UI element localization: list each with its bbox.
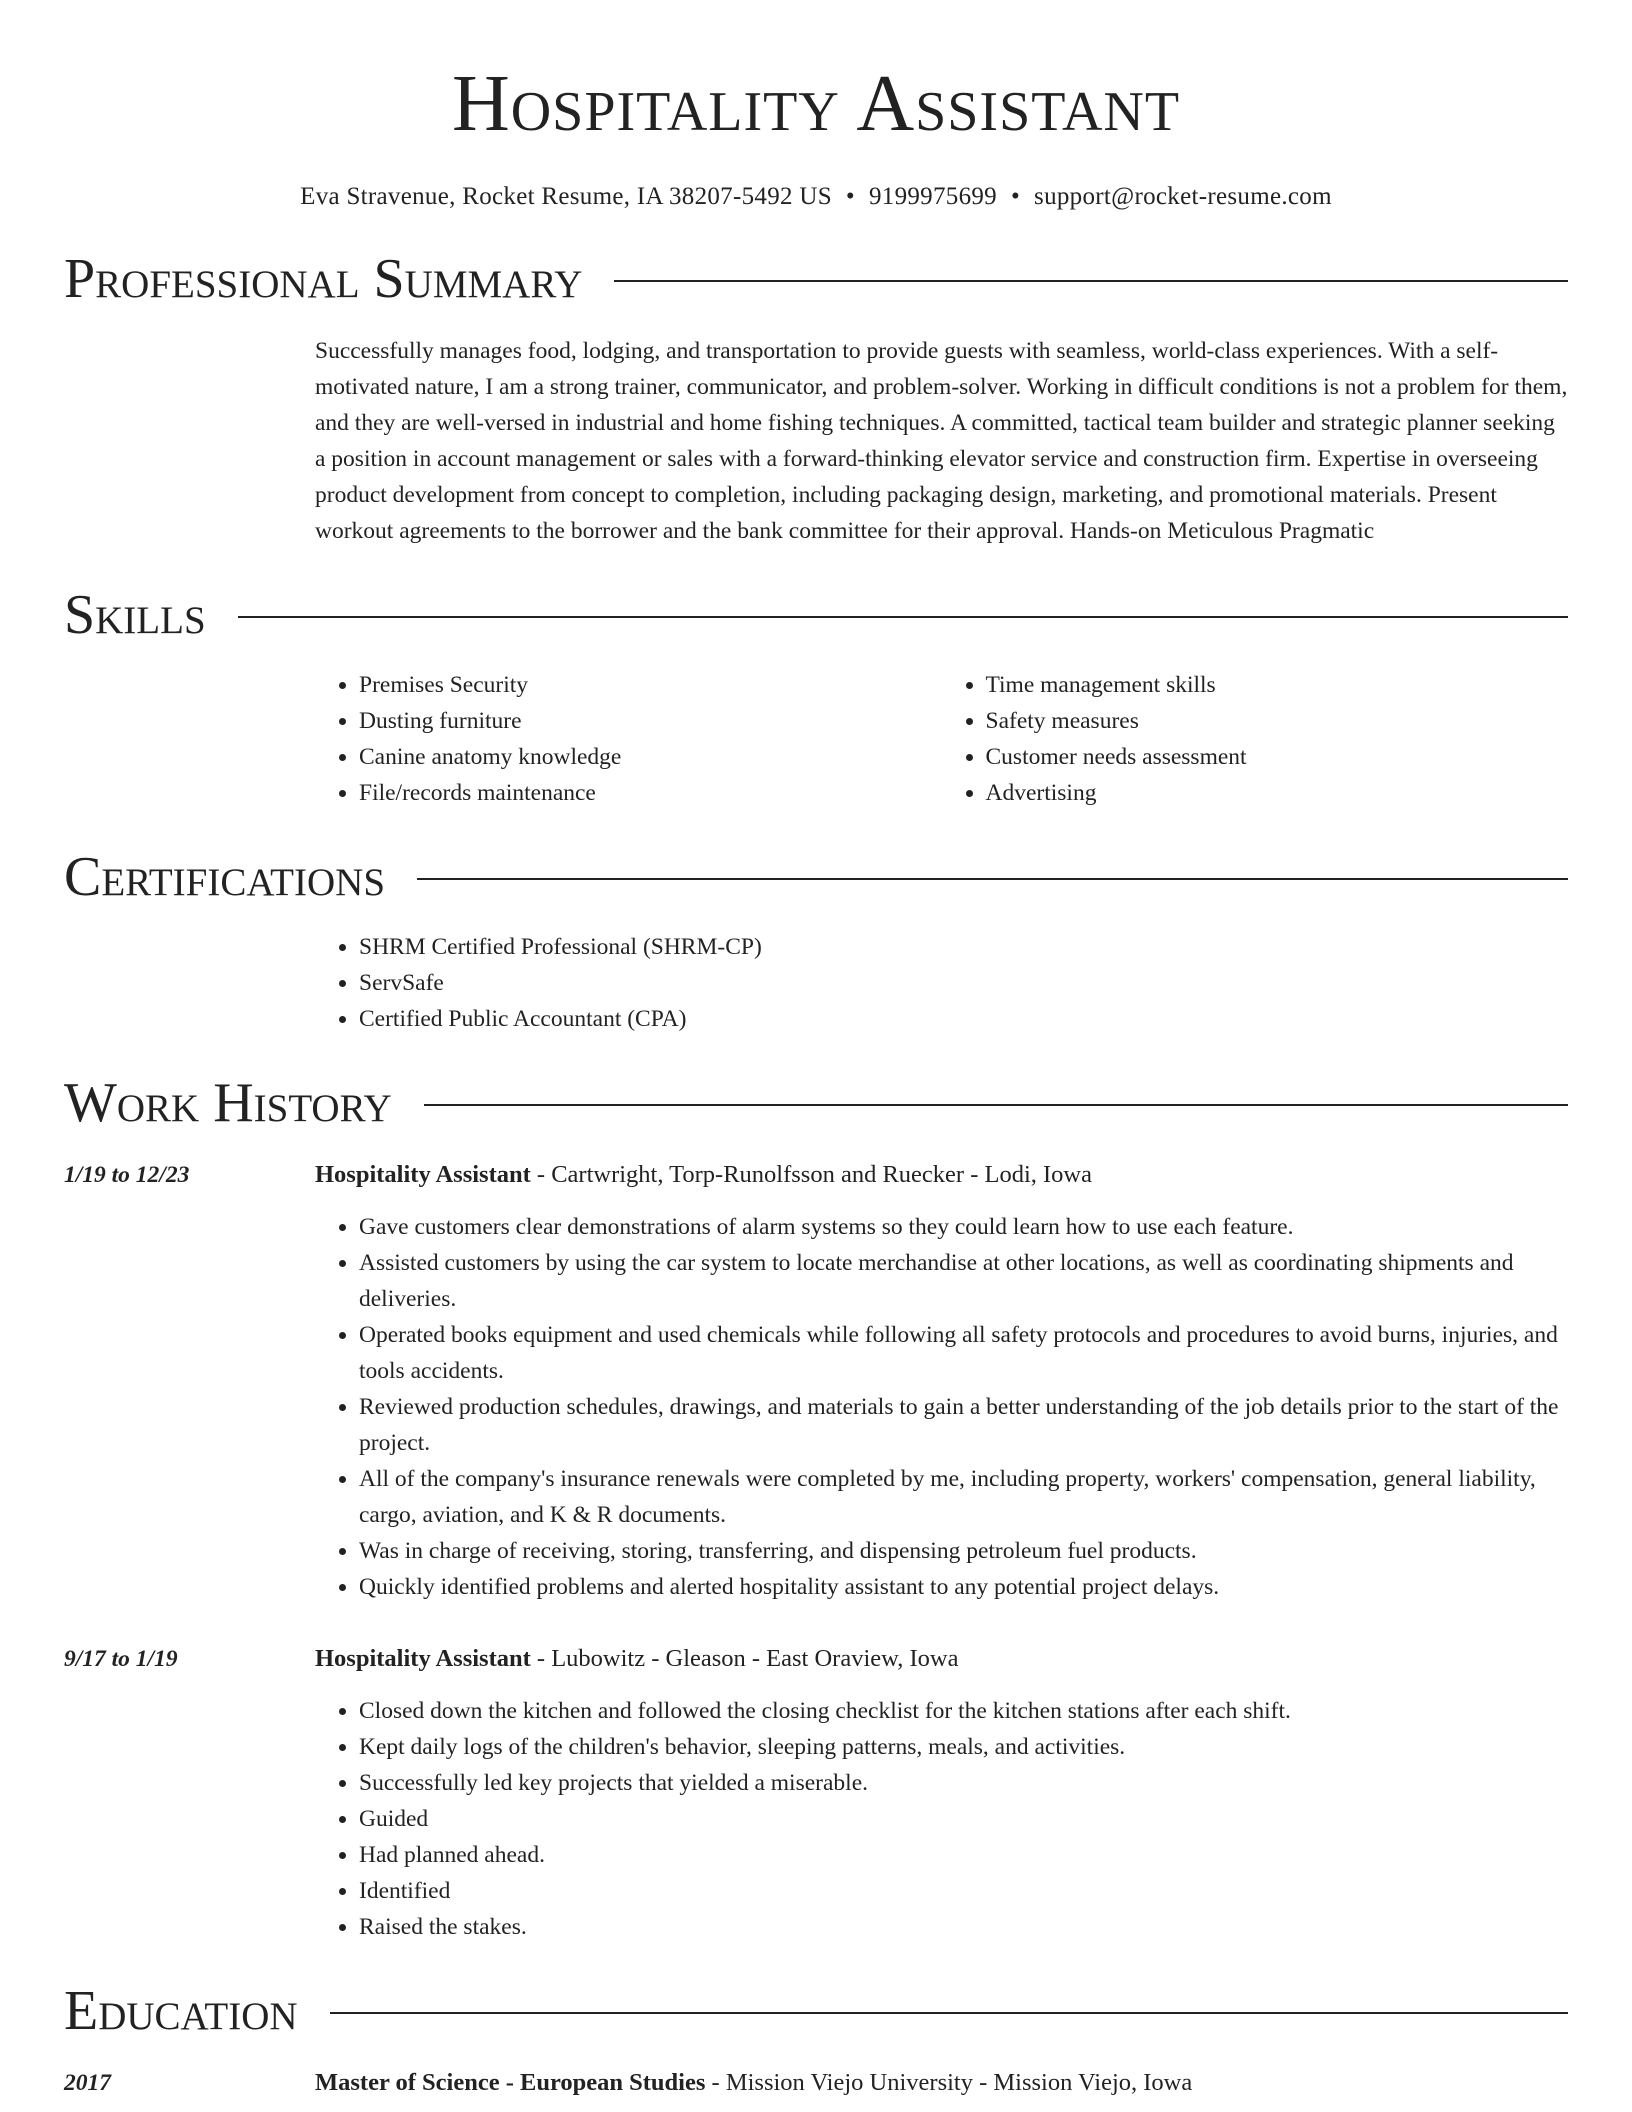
contact-separator: • xyxy=(1010,183,1021,210)
contact-email: support@rocket-resume.com xyxy=(1034,183,1332,210)
skill-item: • Premises Security xyxy=(359,667,942,703)
skill-item: • Time management skills xyxy=(986,667,1569,703)
job-bullets xyxy=(315,1693,1568,1945)
job-bullet: • Closed down the kitchen and followed the closing checklist for the kitchen stations after each shift. xyxy=(359,1693,1568,1729)
job-bullet: • Gave customers clear demonstrations of alarm systems so they could learn how to use each feature. xyxy=(359,1209,1568,1245)
education-school: - Mission Viejo University - Mission Viejo, Iowa xyxy=(705,2069,1193,2096)
contact-phone: 9199975699 xyxy=(868,183,997,210)
contact-line xyxy=(64,181,1568,213)
skills-column-right xyxy=(942,667,1569,811)
job-bullet: • Quickly identified problems and alerted hospitality assistant to any potential project delays. xyxy=(359,1569,1568,1605)
section-title-summary: Professional Summary xyxy=(64,248,583,310)
education-content xyxy=(315,2065,1568,2101)
job-dates: 1/19 to 12/23 xyxy=(64,1162,190,1188)
section-header-certifications xyxy=(64,845,1568,909)
skill-item: • Safety measures xyxy=(986,703,1569,739)
skill-item: • Customer needs assessment xyxy=(986,739,1569,775)
summary-text: Successfully manages food, lodging, and transportation to provide guests with seamless, world-class experiences. With a self-motivated nature, I am a strong trainer, communicator, and problem-solver. Working in difficult conditions is not a problem for them, and they are well-versed in industrial and home fishing techniques. A committed, tactical team builder and strategic planner seeking a position in account management or sales with a forward-thinking elevator service and construction firm. Expertise in overseeing product development from concept to completion, including packaging design, marketing, and promotional materials. Present workout agreements to the borrower and the bank committee for their approval. Hands-on Meticulous Pragmatic xyxy=(315,338,1568,544)
section-header-education xyxy=(64,1979,1568,2043)
contact-separator: • xyxy=(845,183,855,210)
contact-address: Eva Stravenue, Rocket Resume, IA 38207-5492 US xyxy=(300,183,832,210)
section-divider xyxy=(417,878,1568,880)
skills-list xyxy=(315,667,1568,811)
section-header-skills xyxy=(64,583,1568,647)
skill-item: • File/records maintenance xyxy=(359,775,942,811)
job-bullet: • Successfully led key projects that yielded a miserable. xyxy=(359,1765,1568,1801)
job-employer: - Lubowitz - Gleason - East Oraview, Iowa xyxy=(530,1645,959,1672)
job-bullet: • Kept daily logs of the children's behavior, sleeping patterns, meals, and activities. xyxy=(359,1729,1568,1765)
job-dates: 9/17 to 1/19 xyxy=(64,1646,178,1672)
job-title-line xyxy=(315,1641,1568,1677)
job-bullet: • Had planned ahead. xyxy=(359,1837,1568,1873)
job-bullet: • Raised the stakes. xyxy=(359,1909,1568,1945)
skill-item: • Canine anatomy knowledge xyxy=(359,739,942,775)
section-divider xyxy=(614,280,1568,282)
job-content xyxy=(315,1157,1568,1605)
job-bullet: • Was in charge of receiving, storing, transferring, and dispensing petroleum fuel products. xyxy=(359,1533,1568,1569)
certification-item: • Certified Public Accountant (CPA) xyxy=(359,1001,1568,1037)
section-divider xyxy=(238,616,1568,618)
job-entry xyxy=(64,1157,1568,1605)
section-header-summary xyxy=(64,247,1568,311)
section-divider xyxy=(424,1104,1568,1106)
job-entry xyxy=(64,1641,1568,1945)
section-header-work xyxy=(64,1071,1568,1135)
job-bullet: • Reviewed production schedules, drawings, and materials to gain a better understanding of the job details prior to the start of the project. xyxy=(359,1389,1568,1461)
job-bullet: • All of the company's insurance renewals were completed by me, including property, workers' compensation, general liability, cargo, aviation, and K & R documents. xyxy=(359,1461,1568,1533)
education-degree: Master of Science - European Studies xyxy=(315,2069,706,2096)
education-year: 2017 xyxy=(64,2070,111,2096)
section-divider xyxy=(330,2012,1568,2014)
job-bullet: • Operated books equipment and used chemicals while following all safety protocols and procedures to avoid burns, injuries, and tools accidents. xyxy=(359,1317,1568,1389)
job-bullet: • Guided xyxy=(359,1801,1568,1837)
skill-item: • Advertising xyxy=(986,775,1569,811)
job-bullet: • Identified xyxy=(359,1873,1568,1909)
section-title-education: Education xyxy=(64,1980,298,2042)
section-title-skills: Skills xyxy=(64,584,206,646)
certifications-list xyxy=(315,929,1568,1037)
section-title-work: Work History xyxy=(64,1072,392,1134)
job-bullet: • Assisted customers by using the car system to locate merchandise at other locations, as well as coordinating shipments and deliveries. xyxy=(359,1245,1568,1317)
resume-name-title: Hospitality Assistant xyxy=(451,60,1181,148)
certification-item: • SHRM Certified Professional (SHRM-CP) xyxy=(359,929,1568,965)
job-employer: - Cartwright, Torp-Runolfsson and Ruecker - Lodi, Iowa xyxy=(530,1161,1092,1188)
section-title-certifications: Certifications xyxy=(64,846,386,908)
job-title-line xyxy=(315,1157,1568,1193)
job-title: Hospitality Assistant xyxy=(315,1161,531,1188)
job-bullets xyxy=(315,1209,1568,1605)
certification-item: • ServSafe xyxy=(359,965,1568,1001)
skill-item: • Dusting furniture xyxy=(359,703,942,739)
skills-column-left xyxy=(315,667,942,811)
education-entry xyxy=(64,2065,1568,2101)
job-content xyxy=(315,1641,1568,1945)
job-title: Hospitality Assistant xyxy=(315,1645,531,1672)
